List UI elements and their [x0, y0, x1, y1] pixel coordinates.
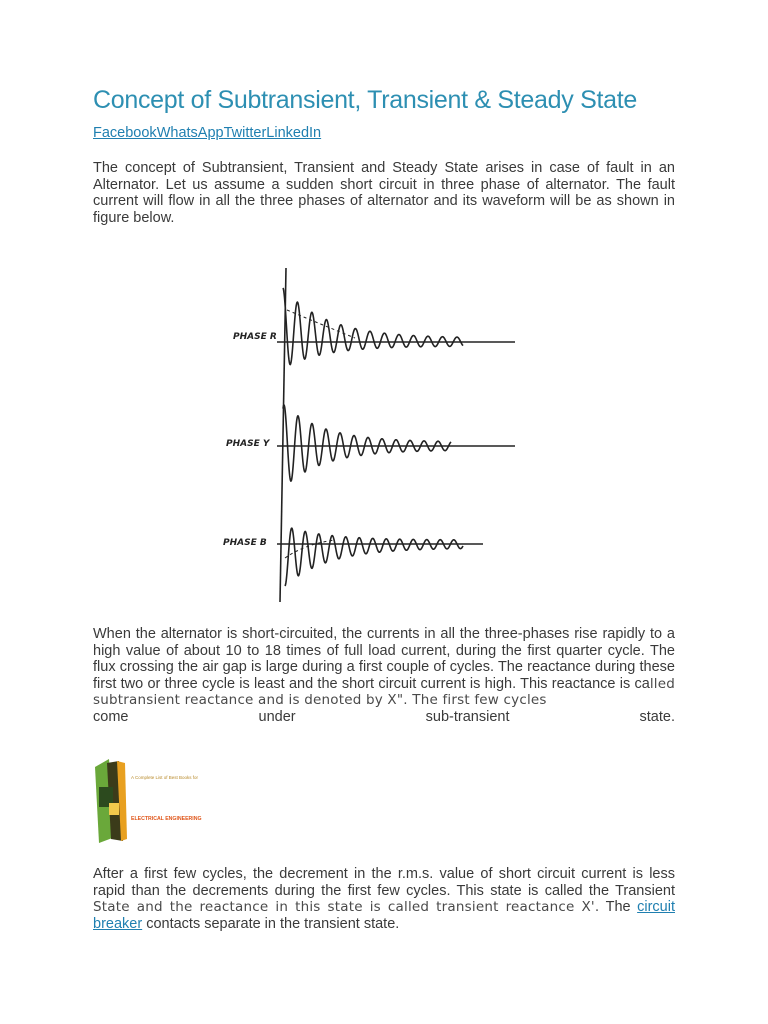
circuit-breaker-link[interactable]: circuit breaker — [93, 899, 675, 932]
phase-r-waveform — [283, 288, 463, 364]
subtransient-last-line — [93, 709, 675, 726]
intro-paragraph: The concept of Subtransient, Transient and Steady State arises in case of fault in an Alternator. Let us assume a sudden short circuit in three phase of alternator. The fault current will flow in all the three phases of alternator and its waveform will be as shown in figure below. — [93, 160, 675, 226]
transient-text-c: The — [599, 899, 638, 915]
book-cover-small-title: A Complete List of Best Books for — [131, 775, 199, 780]
phase-b-waveform — [285, 528, 463, 586]
book-cover-graphic — [93, 757, 202, 847]
share-whatsapp-link[interactable]: WhatsApp — [156, 125, 224, 141]
phase-b-label: PHASE B — [223, 538, 267, 548]
share-linkedin-link[interactable]: LinkedIn — [266, 125, 322, 141]
transient-text-a: After a first few cycles, the decrement in the r.m.s. value of short circuit current is less rapid than the decrements during the first few cycles. This state is called the Transient — [93, 866, 675, 899]
transient-text-d: contacts separate in the transient state. — [142, 915, 400, 932]
phase-r-dc-offset — [287, 310, 355, 338]
word-sub-transient: sub-transient — [425, 708, 510, 725]
share-twitter-link[interactable]: Twitter — [223, 125, 267, 141]
subtransient-paragraph — [93, 626, 675, 725]
book-cover-image[interactable] — [93, 757, 202, 847]
waveform-figure — [215, 258, 535, 608]
waveform-diagram — [215, 258, 535, 608]
share-links — [93, 125, 321, 141]
transient-text-b: State and the reactance in this state is called transient reactance X'. — [93, 899, 600, 915]
phase-y-waveform — [283, 405, 451, 481]
phase-r-label: PHASE R — [233, 332, 277, 342]
page-title: Concept of Subtransient, Transient & Steady State — [93, 86, 637, 114]
phase-y-label: PHASE Y — [226, 439, 270, 449]
subtransient-text-b: lled subtransient reactance and is denoted by X". The first few cycles — [93, 675, 675, 708]
subtransient-text-a: When the alternator is short-circuited, the currents in all the three-phases rise rapidly to a high value of about 10 to 18 times of full load current, during the first quarter cycle. The flux crossing the air gap is large during a first couple of cycles. The reactance during these first two or three cycle is least and the short circuit current is high. This reactance is ca — [93, 626, 675, 692]
word-under: under — [258, 708, 296, 725]
book-cover-big-title: ELECTRICAL ENGINEERING — [131, 816, 202, 822]
word-come: come — [93, 708, 129, 725]
share-facebook-link[interactable]: Facebook — [93, 125, 157, 141]
transient-paragraph — [93, 866, 675, 932]
time-axis — [280, 268, 286, 602]
word-state: state. — [639, 708, 675, 725]
